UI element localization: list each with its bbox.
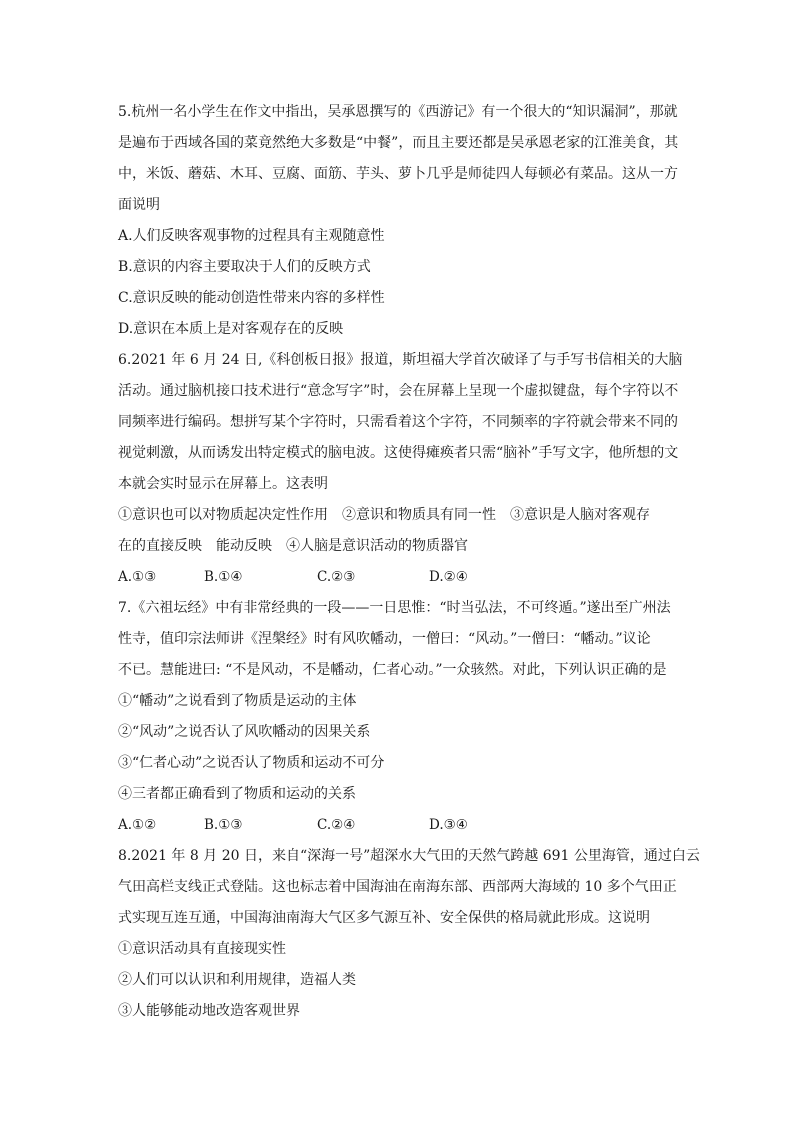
question-8-statement-2: ②人们可以认识和利用规律，造福人类 xyxy=(118,972,356,988)
question-5-stem-line: 面说明 xyxy=(118,197,160,213)
question-6-stem-line: 6.2021 年 6 月 24 日,《科创板日报》报道，斯坦福大学首次破译了与手写书信相关的大脑 xyxy=(118,352,683,368)
question-5-option-c: C.意识反映的能动创造性带来内容的多样性 xyxy=(118,290,385,306)
question-5-stem-line: 是遍布于西域各国的菜竟然绝大多数是“中餐”，而且主要还都是吴承恩老家的江淮美食，其 xyxy=(118,135,679,151)
question-5-stem-line: 5.杭州一名小学生在作文中指出，吴承恩撰写的《西游记》有一个很大的“知识漏洞”，那就 xyxy=(118,104,678,120)
question-7-statement-2: ②“风动”之说否认了风吹幡动的因果关系 xyxy=(118,724,371,740)
question-7-choice-b: B.①③ xyxy=(204,817,243,833)
question-6-choice-b: B.①④ xyxy=(204,569,243,585)
question-7-stem-line: 性寺，值印宗法师讲《涅槃经》时有风吹幡动，一僧曰：“风动。”一僧曰：“幡动。”议论 xyxy=(118,631,651,647)
question-6-choice-d: D.②④ xyxy=(429,569,468,585)
question-7-choices xyxy=(118,810,680,841)
question-7-stem-line: 不已。慧能进曰: “不是风动，不是幡动，仁者心动。”一众骇然。对此，下列认识正确的是 xyxy=(118,662,667,678)
question-8-stem-line: 8.2021 年 8 月 20 日，来自“深海一号”超深水大气田的天然气跨越 691 公里海管，通过白云 xyxy=(118,848,700,864)
question-5-option-d: D.意识在本质上是对客观存在的反映 xyxy=(118,321,344,337)
question-6-statements-line: 在的直接反映 能动反映 ④人脑是意识活动的物质器官 xyxy=(118,538,468,554)
question-6-stem-line: 活动。通过脑机接口技术进行“意念写字”时，会在屏幕上呈现一个虚拟键盘，每个字符以不 xyxy=(118,383,679,399)
question-7-statement-4: ④三者都正确看到了物质和运动的关系 xyxy=(118,786,356,802)
question-6-statements-line: ①意识也可以对物质起决定性作用 ②意识和物质具有同一性 ③意识是人脑对客观存 xyxy=(118,507,650,523)
question-6 xyxy=(118,345,683,593)
question-7 xyxy=(118,593,680,841)
question-6-choices xyxy=(118,562,680,593)
exam-content xyxy=(118,97,700,1027)
question-6-stem-line: 同频率进行编码。想拼写某个字符时，只需看着这个字符，不同频率的字符就会带来不同的 xyxy=(118,414,678,430)
question-7-stem-line: 7.《六祖坛经》中有非常经典的一段——一日思惟：“时当弘法，不可终遁。”遂出至广州法 xyxy=(118,600,671,616)
question-7-choice-c: C.②④ xyxy=(317,817,356,833)
question-6-stem-line: 本就会实时显示在屏幕上。这表明 xyxy=(118,476,328,492)
question-7-statement-3: ③“仁者心动”之说否认了物质和运动不可分 xyxy=(118,755,385,771)
question-7-choice-a: A.①② xyxy=(118,817,157,833)
question-8-statement-1: ①意识活动具有直接现实性 xyxy=(118,941,286,957)
question-8-stem-line: 气田高栏支线正式登陆。这也标志着中国海油在南海东部、西部两大海域的 10 多个气田正 xyxy=(118,879,677,895)
question-7-statement-1: ①“幡动”之说看到了物质是运动的主体 xyxy=(118,693,357,709)
question-7-choice-d: D.③④ xyxy=(429,817,468,833)
question-5-option-b: B.意识的内容主要取决于人们的反映方式 xyxy=(118,259,371,275)
question-6-choice-c: C.②③ xyxy=(317,569,356,585)
question-8-stem-line: 式实现互连互通，中国海油南海大气区多气源互补、安全保供的格局就此形成。这说明 xyxy=(118,910,650,926)
question-5-option-a: A.人们反映客观事物的过程具有主观随意性 xyxy=(118,228,385,244)
question-6-stem-line: 视觉刺激，从而诱发出特定模式的脑电波。这使得瘫痪者只需“脑补”手写文字，他所想的文 xyxy=(118,445,679,461)
question-5-stem-line: 中，米饭、蘑菇、木耳、豆腐、面筋、芋头、萝卜几乎是师徒四人每顿必有菜品。这从一方 xyxy=(118,166,678,182)
question-5 xyxy=(118,97,680,345)
question-8-statement-3: ③人能够能动地改造客观世界 xyxy=(118,1003,300,1019)
question-6-choice-a: A.①③ xyxy=(118,569,157,585)
question-8 xyxy=(118,841,700,1027)
